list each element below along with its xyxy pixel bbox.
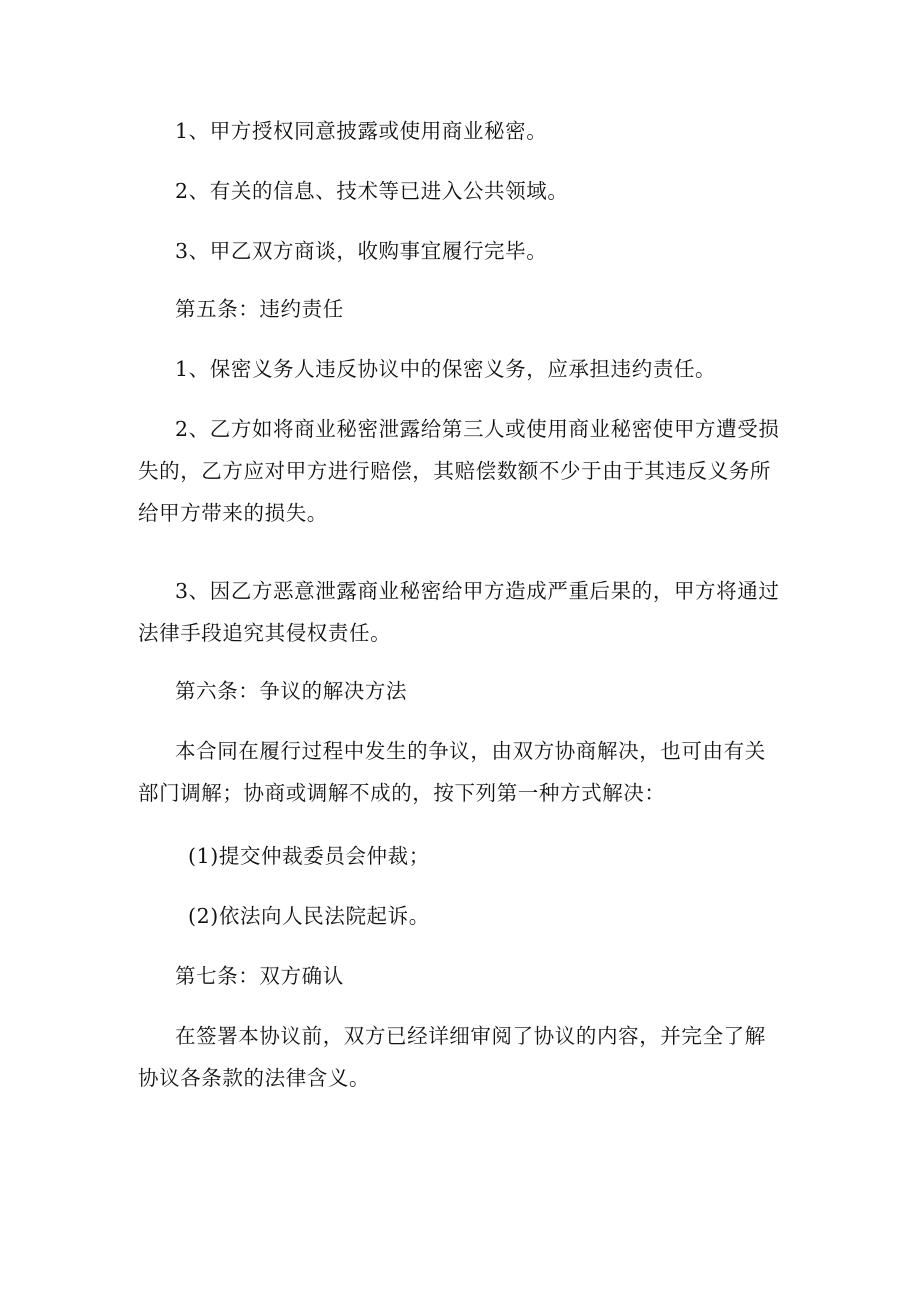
clause-4-item-3: 3、甲乙双方商谈，收购事宜履行完毕。 [175, 239, 548, 263]
clause-6-option-1: (1)提交仲裁委员会仲裁； [188, 844, 430, 868]
clause-4-item-1: 1、甲方授权同意披露或使用商业秘密。 [175, 119, 548, 143]
clause-7-body: 在签署本协议前，双方已经详细审阅了协议的内容，并完全了解协议各条款的法律含义。 [138, 1024, 766, 1090]
section-heading-article-6: 第六条：争议的解决方法 [175, 679, 408, 703]
section-heading-article-5: 第五条：违约责任 [175, 297, 344, 321]
clause-6-option-2: (2)依法向人民法院起诉。 [188, 904, 430, 928]
clause-5-item-2: 2、乙方如将商业秘密泄露给第三人或使用商业秘密使甲方遭受损失的，乙方应对甲方进行赔偿，其赔偿数额不少于由于其违反义务所给甲方带来的损失。 [138, 417, 780, 525]
clause-6-body: 本合同在履行过程中发生的争议，由双方协商解决，也可由有关部门调解；协商或调解不成的，按下列第一种方式解决： [138, 739, 766, 805]
clause-5-item-3: 3、因乙方恶意泄露商业秘密给甲方造成严重后果的，甲方将通过法律手段追究其侵权责任。 [138, 579, 780, 645]
section-heading-article-7: 第七条：双方确认 [175, 964, 344, 988]
clause-5-item-1: 1、保密义务人违反协议中的保密义务，应承担违约责任。 [175, 357, 717, 381]
clause-4-item-2: 2、有关的信息、技术等已进入公共领域。 [175, 179, 569, 203]
